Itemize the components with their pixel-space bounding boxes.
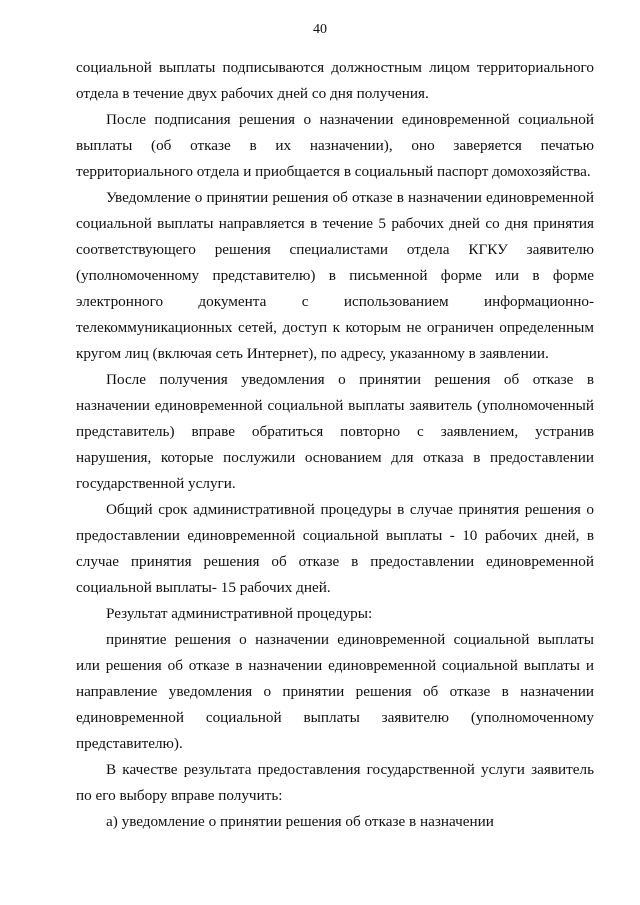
paragraph-5: Общий срок административной процедуры в случае принятия решения о предоставлении единовременной социальной выплаты - 10 рабочих дней, в случае принятия решения об отказе в предоставлении единовременной социальной выплаты- 15 рабочих дней.: [76, 501, 594, 596]
paragraph-8: В качестве результата предоставления государственной услуги заявитель по его выбору вправе получить:: [76, 761, 594, 804]
page-number: 40: [313, 22, 327, 37]
document-body: [76, 55, 594, 835]
paragraph-1: социальной выплаты подписываются должностным лицом территориального отдела в течение двух рабочих дней со дня получения.: [76, 59, 594, 102]
paragraph-3: Уведомление о принятии решения об отказе в назначении единовременной социальной выплаты направляется в течение 5 рабочих дней со дня принятия соответствующего решения специалистами отдела КГКУ заявителю (уполномоченному представителю) в письменной форме или в форме электронного документа с использованием информационно-телекоммуникационных сетей, доступ к которым не ограничен определенным кругом лиц (включая сеть Интернет), по адресу, указанному в заявлении.: [76, 189, 594, 362]
paragraph-9: а) уведомление о принятии решения об отказе в назначении: [106, 813, 494, 830]
paragraph-7: принятие решения о назначении единовременной социальной выплаты или решения об отказе в назначении единовременной социальной выплаты и направление уведомления о принятии решения об отказе в назначении единовременной социальной выплаты заявителю (уполномоченному представителю).: [76, 631, 594, 752]
paragraph-2: После подписания решения о назначении единовременной социальной выплаты (об отказе в их назначении), оно заверяется печатью территориального отдела и приобщается в социальный паспорт домохозяйства.: [76, 111, 594, 180]
paragraph-6: Результат административной процедуры:: [106, 605, 373, 622]
paragraph-4: После получения уведомления о принятии решения об отказе в назначении единовременной социальной выплаты заявитель (уполномоченный представитель) вправе обратиться повторно с заявлением, устранив нарушения, которые послужили основанием для отказа в предоставлении государственной услуги.: [76, 371, 594, 492]
